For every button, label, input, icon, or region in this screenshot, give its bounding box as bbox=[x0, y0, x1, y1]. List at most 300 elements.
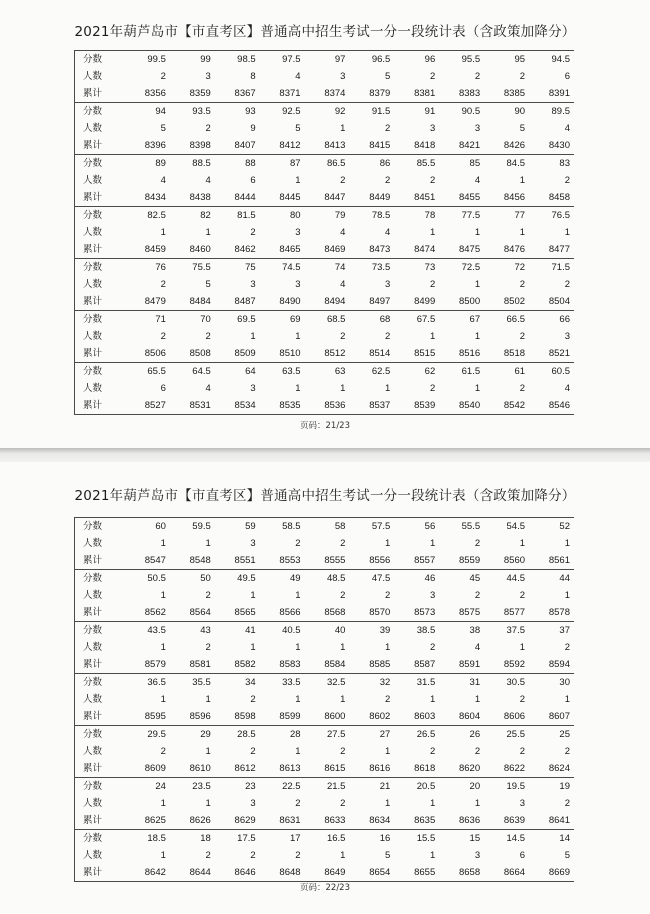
table-cell: 8385 bbox=[503, 88, 526, 99]
table-cell: 8625 bbox=[144, 815, 166, 826]
table-cell: 8658 bbox=[439, 864, 484, 882]
table-cell: 1 bbox=[250, 590, 256, 601]
table-cell: 1 bbox=[474, 331, 481, 342]
table-cell: 37 bbox=[529, 622, 574, 640]
table-cell: 8631 bbox=[279, 815, 301, 826]
table-cell: 68.5 bbox=[305, 311, 350, 329]
row-label: 人数 bbox=[75, 535, 126, 552]
table-cell: 4 bbox=[564, 383, 570, 394]
table-cell: 8669 bbox=[529, 864, 574, 882]
table-cell: 2 bbox=[205, 331, 211, 342]
table-cell: 1 bbox=[564, 590, 570, 601]
table-cell: 27.5 bbox=[305, 726, 350, 744]
table-cell: 3 bbox=[340, 71, 346, 82]
table-cell: 8504 bbox=[548, 296, 570, 307]
table-cell: 8570 bbox=[369, 607, 391, 618]
table-cell: 93 bbox=[215, 103, 260, 121]
count-row bbox=[75, 795, 575, 812]
table-cell: 75 bbox=[215, 259, 260, 277]
table-cell: 68 bbox=[349, 311, 394, 329]
table-cell: 8456 bbox=[503, 192, 526, 203]
table-cell: 50.5 bbox=[125, 570, 170, 588]
row-label: 人数 bbox=[75, 639, 126, 656]
table-cell: 18.5 bbox=[125, 830, 170, 848]
table-cell: 39 bbox=[349, 622, 394, 640]
table-cell: 78 bbox=[394, 207, 439, 225]
table-cell: 74.5 bbox=[260, 259, 305, 277]
score-row bbox=[75, 103, 575, 121]
table-cell: 1 bbox=[385, 383, 391, 394]
count-row bbox=[75, 639, 575, 656]
table-cell: 2 bbox=[250, 694, 256, 705]
table-cell: 8510 bbox=[279, 348, 301, 359]
table-cell: 1 bbox=[474, 694, 481, 705]
table-cell: 8551 bbox=[234, 555, 256, 566]
table-cell: 8559 bbox=[458, 555, 481, 566]
table-cell: 79 bbox=[305, 207, 350, 225]
table-cell: 4 bbox=[340, 227, 346, 238]
table-cell: 8594 bbox=[548, 659, 570, 670]
table-cell: 2 bbox=[385, 331, 391, 342]
table-cell: 78.5 bbox=[349, 207, 394, 225]
table-cell: 8475 bbox=[458, 244, 481, 255]
table-cell: 62.5 bbox=[349, 363, 394, 381]
table-cell: 8599 bbox=[279, 711, 301, 722]
table-cell: 89 bbox=[125, 155, 170, 173]
table-cell: 8562 bbox=[144, 607, 166, 618]
table-cell: 2 bbox=[340, 331, 346, 342]
table-cell: 1 bbox=[295, 175, 301, 186]
table-cell: 94 bbox=[125, 103, 170, 121]
table-cell: 8477 bbox=[548, 244, 570, 255]
table-cell: 8583 bbox=[279, 659, 301, 670]
table-cell: 61.5 bbox=[439, 363, 484, 381]
table-cell: 2 bbox=[564, 746, 570, 757]
row-label: 人数 bbox=[75, 691, 126, 708]
table-cell: 5 bbox=[160, 123, 166, 134]
table-cell: 8484 bbox=[189, 296, 211, 307]
cumulative-row bbox=[75, 85, 575, 103]
cumulative-row bbox=[75, 552, 575, 570]
score-row bbox=[75, 622, 575, 640]
table-cell: 5 bbox=[385, 850, 391, 861]
table-cell: 46 bbox=[394, 570, 439, 588]
table-cell: 44.5 bbox=[484, 570, 529, 588]
table-cell: 8596 bbox=[189, 711, 211, 722]
table-cell: 8500 bbox=[458, 296, 481, 307]
table-cell: 2 bbox=[385, 123, 391, 134]
table-cell: 31 bbox=[439, 674, 484, 692]
table-cell: 36.5 bbox=[125, 674, 170, 692]
table-cell: 5 bbox=[385, 71, 391, 82]
table-cell: 8521 bbox=[548, 348, 570, 359]
table-cell: 8497 bbox=[369, 296, 391, 307]
row-label: 分数 bbox=[75, 726, 126, 744]
page-22 bbox=[0, 462, 650, 914]
table-cell: 38.5 bbox=[394, 622, 439, 640]
table-cell: 2 bbox=[205, 642, 211, 653]
table-cell: 2 bbox=[564, 798, 570, 809]
table-cell: 1 bbox=[474, 227, 481, 238]
table-cell: 57.5 bbox=[349, 518, 394, 536]
cumulative-row bbox=[75, 656, 575, 674]
table-cell: 72.5 bbox=[439, 259, 484, 277]
table-cell: 8473 bbox=[369, 244, 391, 255]
table-cell: 2 bbox=[160, 71, 166, 82]
table-cell: 76 bbox=[125, 259, 170, 277]
row-label: 分数 bbox=[75, 311, 126, 329]
table-cell: 3 bbox=[205, 71, 211, 82]
table-cell: 55.5 bbox=[439, 518, 484, 536]
table-cell: 8509 bbox=[234, 348, 256, 359]
table-cell: 1 bbox=[205, 694, 211, 705]
table-cell: 8655 bbox=[394, 864, 439, 882]
table-cell: 54.5 bbox=[484, 518, 529, 536]
count-row bbox=[75, 68, 575, 85]
table-cell: 3 bbox=[295, 227, 301, 238]
table-cell: 41 bbox=[215, 622, 260, 640]
table-cell: 8514 bbox=[369, 348, 391, 359]
table-cell: 8391 bbox=[548, 88, 570, 99]
table-cell: 8610 bbox=[189, 763, 211, 774]
table-cell: 8648 bbox=[260, 864, 305, 882]
table-cell: 8565 bbox=[234, 607, 256, 618]
row-label: 累计 bbox=[75, 397, 126, 415]
table-cell: 8600 bbox=[324, 711, 346, 722]
table-cell: 66.5 bbox=[484, 311, 529, 329]
table-cell: 2 bbox=[295, 798, 301, 809]
score-distribution-table bbox=[74, 50, 574, 415]
page-separator bbox=[0, 448, 650, 462]
row-label: 分数 bbox=[75, 51, 126, 69]
table-cell: 1 bbox=[340, 694, 346, 705]
table-cell: 8584 bbox=[324, 659, 346, 670]
score-row bbox=[75, 363, 575, 381]
table-cell: 1 bbox=[160, 538, 166, 549]
table-cell: 2 bbox=[474, 538, 481, 549]
table-cell: 8398 bbox=[189, 140, 211, 151]
table-cell: 4 bbox=[564, 123, 570, 134]
table-cell: 8553 bbox=[279, 555, 301, 566]
row-label: 分数 bbox=[75, 259, 126, 277]
count-row bbox=[75, 587, 575, 604]
table-cell: 8649 bbox=[305, 864, 350, 882]
table-cell: 86.5 bbox=[305, 155, 350, 173]
table-cell: 17.5 bbox=[215, 830, 260, 848]
score-row bbox=[75, 207, 575, 225]
table-cell: 64.5 bbox=[170, 363, 215, 381]
table-cell: 8534 bbox=[215, 397, 260, 415]
table-cell: 1 bbox=[250, 642, 256, 653]
table-cell: 8508 bbox=[189, 348, 211, 359]
table-cell: 1 bbox=[429, 538, 436, 549]
table-cell: 8646 bbox=[215, 864, 260, 882]
table-cell: 8359 bbox=[189, 88, 211, 99]
table-cell: 19.5 bbox=[484, 778, 529, 796]
table-cell: 2 bbox=[519, 383, 526, 394]
table-cell: 84.5 bbox=[484, 155, 529, 173]
table-cell: 8462 bbox=[234, 244, 256, 255]
table-cell: 8633 bbox=[324, 815, 346, 826]
table-cell: 50 bbox=[170, 570, 215, 588]
table-cell: 8555 bbox=[324, 555, 346, 566]
table-cell: 8613 bbox=[279, 763, 301, 774]
table-cell: 8664 bbox=[484, 864, 529, 882]
table-cell: 96.5 bbox=[349, 51, 394, 69]
table-cell: 1 bbox=[519, 538, 526, 549]
table-cell: 30.5 bbox=[484, 674, 529, 692]
table-cell: 1 bbox=[385, 798, 391, 809]
table-cell: 8557 bbox=[414, 555, 436, 566]
table-cell: 81.5 bbox=[215, 207, 260, 225]
table-cell: 8575 bbox=[458, 607, 481, 618]
table-cell: 8564 bbox=[189, 607, 211, 618]
table-cell: 8518 bbox=[503, 348, 526, 359]
table-cell: 2 bbox=[519, 71, 526, 82]
table-cell: 26.5 bbox=[394, 726, 439, 744]
row-label: 人数 bbox=[75, 380, 126, 397]
table-cell: 1 bbox=[205, 538, 211, 549]
table-cell: 18 bbox=[170, 830, 215, 848]
table-cell: 20 bbox=[439, 778, 484, 796]
table-cell: 88.5 bbox=[170, 155, 215, 173]
table-cell: 99.5 bbox=[125, 51, 170, 69]
table-cell: 8568 bbox=[324, 607, 346, 618]
table-cell: 8 bbox=[250, 71, 256, 82]
score-row bbox=[75, 311, 575, 329]
cumulative-row bbox=[75, 189, 575, 207]
score-row bbox=[75, 259, 575, 277]
table-cell: 1 bbox=[429, 850, 436, 861]
table-cell: 1 bbox=[429, 798, 436, 809]
table-cell: 74 bbox=[305, 259, 350, 277]
table-cell: 3 bbox=[295, 279, 301, 290]
table-cell: 1 bbox=[385, 642, 391, 653]
table-cell: 1 bbox=[474, 798, 481, 809]
row-label: 人数 bbox=[75, 172, 126, 189]
table-cell: 2 bbox=[250, 746, 256, 757]
table-cell: 83 bbox=[529, 155, 574, 173]
table-cell: 8636 bbox=[458, 815, 481, 826]
table-cell: 95.5 bbox=[439, 51, 484, 69]
table-cell: 6 bbox=[519, 850, 526, 861]
row-label: 人数 bbox=[75, 795, 126, 812]
table-cell: 8379 bbox=[369, 88, 391, 99]
row-label: 分数 bbox=[75, 207, 126, 225]
table-cell: 73.5 bbox=[349, 259, 394, 277]
table-cell: 16.5 bbox=[305, 830, 350, 848]
table-cell: 58.5 bbox=[260, 518, 305, 536]
row-label: 分数 bbox=[75, 518, 126, 536]
table-cell: 4 bbox=[205, 383, 211, 394]
table-cell: 8606 bbox=[503, 711, 526, 722]
table-cell: 90.5 bbox=[439, 103, 484, 121]
table-cell: 2 bbox=[519, 279, 526, 290]
table-cell: 2 bbox=[429, 746, 436, 757]
table-cell: 20.5 bbox=[394, 778, 439, 796]
table-cell: 8356 bbox=[144, 88, 166, 99]
table-cell: 2 bbox=[295, 850, 301, 861]
table-cell: 29.5 bbox=[125, 726, 170, 744]
table-cell: 32 bbox=[349, 674, 394, 692]
table-cell: 1 bbox=[340, 850, 346, 861]
page-title: 2021年葫芦岛市【市直考区】普通高中招生考试一分一段统计表（含政策加降分） bbox=[74, 488, 576, 504]
table-cell: 32.5 bbox=[305, 674, 350, 692]
table-cell: 2 bbox=[385, 175, 391, 186]
table-cell: 77.5 bbox=[439, 207, 484, 225]
table-cell: 43 bbox=[170, 622, 215, 640]
table-cell: 1 bbox=[160, 590, 166, 601]
table-cell: 8438 bbox=[189, 192, 211, 203]
page-21 bbox=[0, 0, 650, 448]
row-label: 累计 bbox=[75, 864, 126, 882]
table-cell: 1 bbox=[160, 642, 166, 653]
table-cell: 2 bbox=[340, 175, 346, 186]
row-label: 累计 bbox=[75, 604, 126, 622]
row-label: 分数 bbox=[75, 103, 126, 121]
table-cell: 2 bbox=[160, 746, 166, 757]
table-cell: 40.5 bbox=[260, 622, 305, 640]
table-cell: 8531 bbox=[170, 397, 215, 415]
table-cell: 8604 bbox=[458, 711, 481, 722]
table-cell: 99 bbox=[170, 51, 215, 69]
score-row bbox=[75, 726, 575, 744]
table-cell: 16 bbox=[349, 830, 394, 848]
table-cell: 8418 bbox=[414, 140, 436, 151]
table-cell: 8407 bbox=[234, 140, 256, 151]
count-row bbox=[75, 691, 575, 708]
table-cell: 69 bbox=[260, 311, 305, 329]
table-cell: 2 bbox=[564, 175, 570, 186]
table-cell: 3 bbox=[250, 798, 256, 809]
row-label: 人数 bbox=[75, 328, 126, 345]
table-cell: 8587 bbox=[414, 659, 436, 670]
cumulative-row bbox=[75, 397, 575, 415]
row-label: 累计 bbox=[75, 812, 126, 830]
table-cell: 5 bbox=[564, 850, 570, 861]
table-cell: 8539 bbox=[394, 397, 439, 415]
table-cell: 1 bbox=[295, 642, 301, 653]
table-cell: 3 bbox=[385, 279, 391, 290]
table-cell: 1 bbox=[205, 798, 211, 809]
table-cell: 17 bbox=[260, 830, 305, 848]
table-cell: 8506 bbox=[144, 348, 166, 359]
table-cell: 8512 bbox=[324, 348, 346, 359]
table-cell: 2 bbox=[205, 123, 211, 134]
table-cell: 1 bbox=[160, 694, 166, 705]
row-label: 分数 bbox=[75, 674, 126, 692]
table-cell: 59.5 bbox=[170, 518, 215, 536]
row-label: 累计 bbox=[75, 189, 126, 207]
count-row bbox=[75, 172, 575, 189]
table-cell: 30 bbox=[529, 674, 574, 692]
table-cell: 5 bbox=[205, 279, 211, 290]
table-cell: 2 bbox=[519, 694, 526, 705]
table-cell: 8612 bbox=[234, 763, 256, 774]
table-cell: 48.5 bbox=[305, 570, 350, 588]
table-cell: 23.5 bbox=[170, 778, 215, 796]
table-cell: 71 bbox=[125, 311, 170, 329]
table-cell: 86 bbox=[349, 155, 394, 173]
row-label: 人数 bbox=[75, 224, 126, 241]
page-number: 页码：21/23 bbox=[300, 421, 350, 431]
cumulative-row bbox=[75, 345, 575, 363]
table-cell: 29 bbox=[170, 726, 215, 744]
table-cell: 8607 bbox=[548, 711, 570, 722]
cumulative-row bbox=[75, 137, 575, 155]
table-cell: 8620 bbox=[458, 763, 481, 774]
table-cell: 24 bbox=[125, 778, 170, 796]
page-number: 页码：22/23 bbox=[300, 883, 350, 893]
row-label: 累计 bbox=[75, 137, 126, 155]
table-cell: 91 bbox=[394, 103, 439, 121]
table-cell: 97 bbox=[305, 51, 350, 69]
table-cell: 8644 bbox=[170, 864, 215, 882]
table-cell: 8548 bbox=[189, 555, 211, 566]
table-cell: 4 bbox=[385, 227, 391, 238]
score-row bbox=[75, 778, 575, 796]
table-cell: 8578 bbox=[548, 607, 570, 618]
table-cell: 49.5 bbox=[215, 570, 260, 588]
table-cell: 2 bbox=[160, 279, 166, 290]
table-cell: 8577 bbox=[503, 607, 526, 618]
table-cell: 8374 bbox=[324, 88, 346, 99]
row-label: 累计 bbox=[75, 241, 126, 259]
table-cell: 8540 bbox=[439, 397, 484, 415]
table-cell: 75.5 bbox=[170, 259, 215, 277]
table-cell: 1 bbox=[429, 694, 436, 705]
table-cell: 33.5 bbox=[260, 674, 305, 692]
table-cell: 8602 bbox=[369, 711, 391, 722]
table-cell: 8474 bbox=[414, 244, 436, 255]
table-cell: 8458 bbox=[548, 192, 570, 203]
table-cell: 8609 bbox=[144, 763, 166, 774]
table-cell: 8635 bbox=[414, 815, 436, 826]
table-cell: 5 bbox=[295, 123, 301, 134]
table-cell: 1 bbox=[340, 383, 346, 394]
table-cell: 1 bbox=[340, 642, 346, 653]
row-label: 累计 bbox=[75, 760, 126, 778]
table-cell: 15.5 bbox=[394, 830, 439, 848]
table-cell: 3 bbox=[519, 798, 526, 809]
table-cell: 95 bbox=[484, 51, 529, 69]
table-cell: 76.5 bbox=[529, 207, 574, 225]
count-row bbox=[75, 380, 575, 397]
cumulative-row bbox=[75, 760, 575, 778]
table-cell: 8445 bbox=[279, 192, 301, 203]
table-cell: 2 bbox=[385, 590, 391, 601]
table-cell: 8560 bbox=[503, 555, 526, 566]
table-cell: 2 bbox=[429, 642, 436, 653]
table-cell: 52 bbox=[529, 518, 574, 536]
table-cell: 4 bbox=[205, 175, 211, 186]
table-cell: 3 bbox=[250, 279, 256, 290]
table-cell: 37.5 bbox=[484, 622, 529, 640]
table-cell: 8537 bbox=[349, 397, 394, 415]
table-cell: 1 bbox=[295, 694, 301, 705]
table-cell: 2 bbox=[564, 642, 570, 653]
table-cell: 8615 bbox=[324, 763, 346, 774]
table-cell: 72 bbox=[484, 259, 529, 277]
table-cell: 8515 bbox=[414, 348, 436, 359]
table-cell: 2 bbox=[519, 331, 526, 342]
table-cell: 1 bbox=[429, 331, 436, 342]
cumulative-row bbox=[75, 241, 575, 259]
table-cell: 3 bbox=[429, 123, 436, 134]
table-cell: 94.5 bbox=[529, 51, 574, 69]
table-cell: 60 bbox=[125, 518, 170, 536]
cumulative-row bbox=[75, 604, 575, 622]
